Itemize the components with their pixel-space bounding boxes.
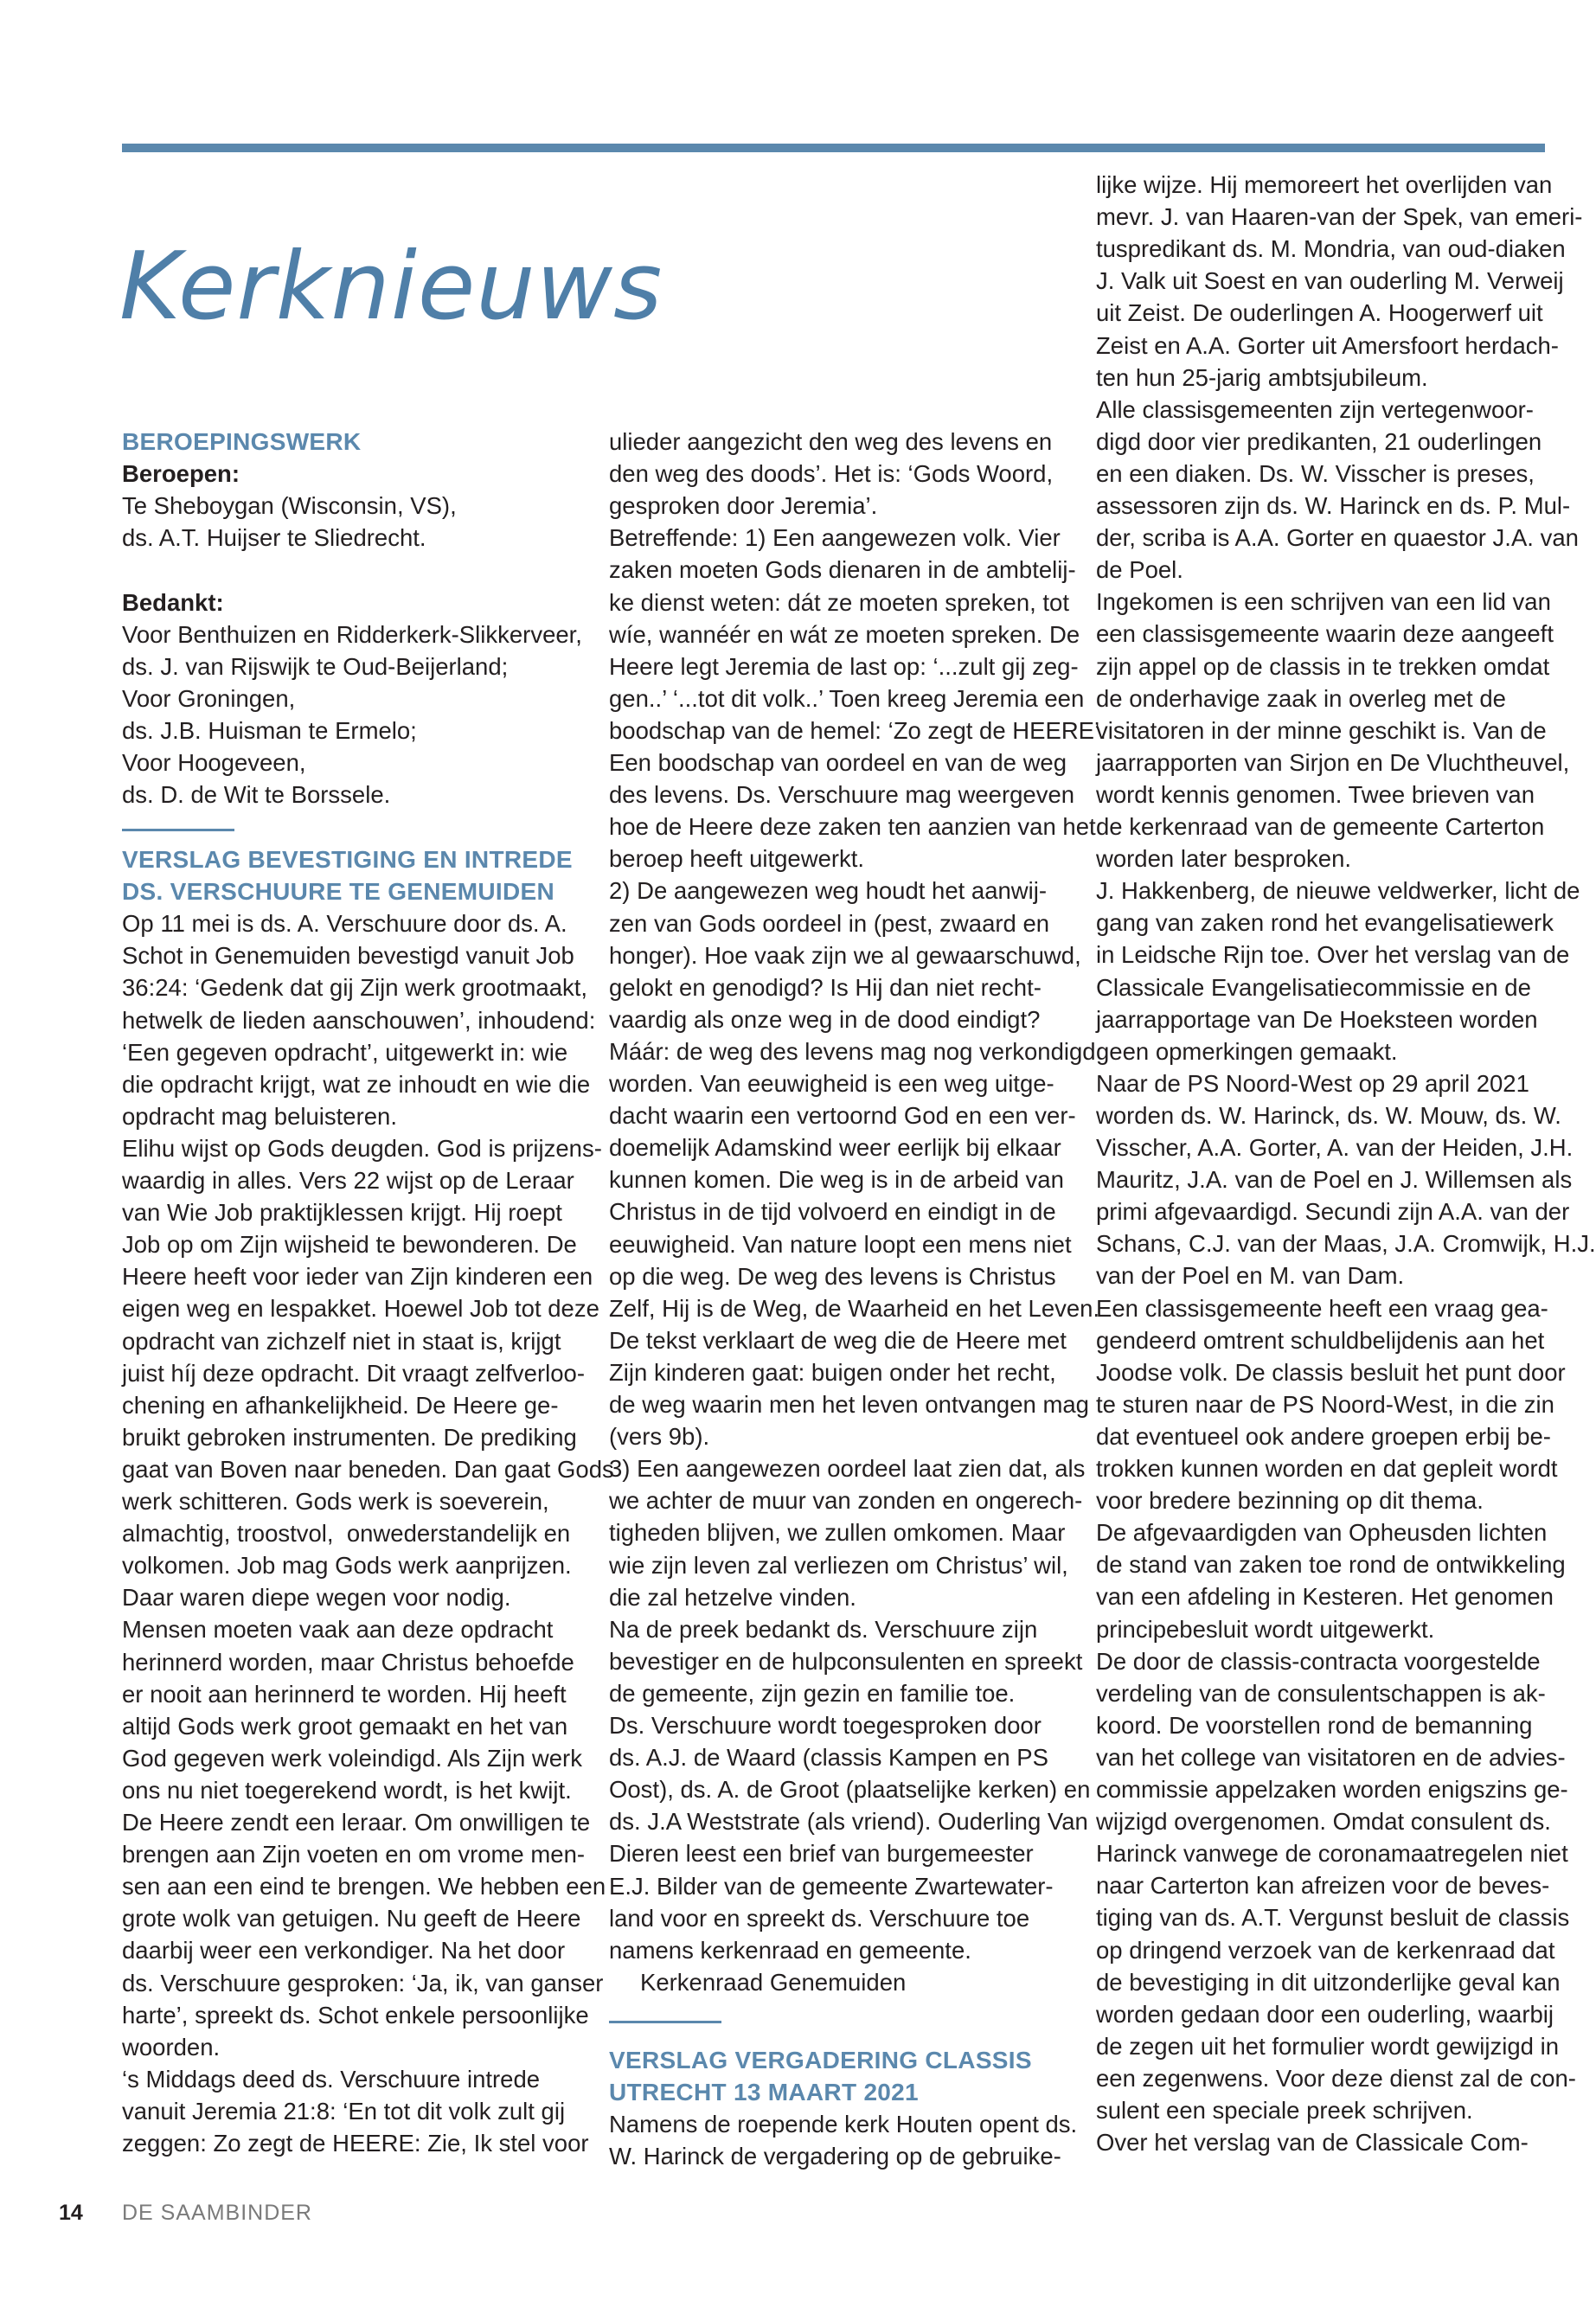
top-rule bbox=[122, 144, 1545, 152]
section-divider bbox=[609, 2021, 721, 2023]
text-line: Máár: de weg des levens mag nog verkondigd bbox=[609, 1037, 1096, 1065]
text-line: 3) Een aangewezen oordeel laat zien dat, als bbox=[609, 1455, 1086, 1483]
text-line: volkomen. Job mag Gods werk aanprijzen. bbox=[122, 1552, 572, 1580]
text-line: Schot in Genemuiden bevestigd vanuit Job bbox=[122, 942, 574, 970]
text-line: assessoren zijn ds. W. Harinck en ds. P. Mul- bbox=[1096, 492, 1571, 519]
text-line: land voor en spreekt ds. Verschuure toe bbox=[609, 1904, 1030, 1932]
page-number: 14 bbox=[59, 2201, 83, 2225]
text-line: herinnerd worden, maar Christus behoefde bbox=[122, 1648, 574, 1676]
text-line: hoe de Heere deze zaken ten aanzien van het bbox=[609, 813, 1096, 841]
text-line: de zegen uit het formulier wordt gewijzigd in bbox=[1096, 2032, 1560, 2060]
text-line: boodschap van de hemel: ‘Zo zegt de HEERE’. bbox=[609, 716, 1106, 744]
text-line: beroep heeft uitgewerkt. bbox=[609, 845, 865, 873]
text-line: we achter de muur van zonden en ongerech- bbox=[609, 1487, 1083, 1515]
text-line: Een classisgemeente heeft een vraag gea- bbox=[1096, 1294, 1548, 1322]
section-heading: VERSLAG VERGADERING CLASSIS bbox=[609, 2047, 1032, 2073]
text-line: jaarrapporten van Sirjon en De Vluchtheuvel, bbox=[1096, 748, 1570, 776]
text-line: Naar de PS Noord-West op 29 april 2021 bbox=[1096, 1069, 1529, 1097]
text-line: Visscher, A.A. Gorter, A. van der Heiden, J.H. bbox=[1096, 1134, 1574, 1161]
text-line: de weg waarin men het leven ontvangen mag bbox=[609, 1391, 1089, 1418]
text-line: sulent een speciale preek schrijven. bbox=[1096, 2097, 1473, 2124]
text-line: gang van zaken rond het evangelisatiewerk bbox=[1096, 909, 1554, 937]
text-line: commissie appelzaken worden enigszins ge- bbox=[1096, 1776, 1568, 1803]
text-line: J. Valk uit Soest en van ouderling M. Verweij bbox=[1096, 267, 1564, 295]
text-line: ‘Een gegeven opdracht’, uitgewerkt in: wie bbox=[122, 1038, 568, 1066]
text-line: primi afgevaardigd. Secundi zijn A.A. van der bbox=[1096, 1198, 1570, 1226]
text-line: wijzigd overgenomen. Omdat consulent ds. bbox=[1096, 1808, 1551, 1836]
text-line: Namens de roepende kerk Houten opent ds. bbox=[609, 2111, 1078, 2138]
text-line: tiging van ds. A.T. Vergunst besluit de classis bbox=[1096, 1904, 1570, 1932]
text-line: Zeist en A.A. Gorter uit Amersfoort herdach- bbox=[1096, 331, 1559, 359]
text-line: De afgevaardigden van Opheusden lichten bbox=[1096, 1519, 1548, 1547]
text-line: zen van Gods oordeel in (pest, zwaard en bbox=[609, 909, 1050, 937]
text-line: J. Hakkenberg, de nieuwe veldwerker, licht de bbox=[1096, 877, 1580, 905]
text-line: vaardig als onze weg in de dood eindigt? bbox=[609, 1005, 1041, 1033]
text-line: Zelf, Hij is de Weg, de Waarheid en het Leven. bbox=[609, 1294, 1100, 1322]
text-line: der, scriba is A.A. Gorter en quaestor J.A. van bbox=[1096, 524, 1579, 552]
text-line: de gemeente, zijn gezin en familie toe. bbox=[609, 1679, 1016, 1707]
text-line: ds. D. de Wit te Borssele. bbox=[122, 781, 391, 809]
text-line: Voor Hoogeveen, bbox=[122, 749, 306, 776]
text-line: zaken moeten Gods dienaren in de ambtelij- bbox=[609, 556, 1076, 584]
text-line: principebesluit wordt uitgewerkt. bbox=[1096, 1615, 1435, 1643]
text-line: E.J. Bilder van de gemeente Zwartewater- bbox=[609, 1872, 1054, 1900]
subheading: Bedankt: bbox=[122, 588, 224, 616]
text-line: te sturen naar de PS Noord-West, in die zin bbox=[1096, 1390, 1554, 1418]
text-line: Joodse volk. De classis besluit het punt door bbox=[1096, 1358, 1566, 1386]
text-line: Dieren leest een brief van burgemeester bbox=[609, 1840, 1034, 1868]
text-line: Ingekomen is een schrijven van een lid van bbox=[1096, 588, 1551, 616]
text-line: harte’, spreekt ds. Schot enkele persoonlijke bbox=[122, 2001, 589, 2029]
text-line: Te Sheboygan (Wisconsin, VS), bbox=[122, 492, 457, 520]
text-line: naar Carterton kan afreizen voor de beves- bbox=[1096, 1872, 1550, 1900]
text-line: opdracht van zichzelf niet in staat is, krijgt bbox=[122, 1327, 561, 1355]
magazine-name: DE SAAMBINDER bbox=[122, 2201, 312, 2225]
text-line: (vers 9b). bbox=[609, 1423, 710, 1451]
text-line: gaat van Boven naar beneden. Dan gaat Gods bbox=[122, 1455, 614, 1483]
text-line: Na de preek bedankt ds. Verschuure zijn bbox=[609, 1615, 1038, 1643]
text-line: Daar waren diepe wegen voor nodig. bbox=[122, 1584, 511, 1612]
text-line: Elihu wijst op Gods deugden. God is prijzens- bbox=[122, 1134, 602, 1162]
text-line: ds. Verschuure gesproken: ‘Ja, ik, van ganser bbox=[122, 1969, 604, 1997]
text-line: eigen weg en lespakket. Hoewel Job tot deze bbox=[122, 1295, 599, 1323]
text-line: visitatoren in der minne geschikt is. Van de bbox=[1096, 716, 1547, 744]
text-line: Ds. Verschuure wordt toegesproken door bbox=[609, 1712, 1042, 1739]
text-line: Een boodschap van oordeel en van de weg bbox=[609, 749, 1067, 776]
text-line: wordt kennis genomen. Twee brieven van bbox=[1096, 780, 1535, 808]
text-line: dacht waarin een vertoornd God en een ver- bbox=[609, 1102, 1076, 1130]
text-line: trokken kunnen worden en dat gepleit wordt bbox=[1096, 1455, 1558, 1482]
text-line: 36:24: ‘Gedenk dat gij Zijn werk grootmaakt, bbox=[122, 974, 588, 1002]
text-line: van Wie Job praktijklessen krijgt. Hij roept bbox=[122, 1199, 562, 1227]
text-line: worden gedaan door een ouderling, waarbij bbox=[1096, 2000, 1554, 2028]
text-line: zeggen: Zo zegt de HEERE: Zie, Ik stel voor bbox=[122, 2130, 589, 2157]
text-line: worden. Van eeuwigheid is een weg uitge- bbox=[609, 1070, 1054, 1097]
text-line: honger). Hoe vaak zijn we al gewaarschuwd, bbox=[609, 941, 1081, 969]
text-line: in Leidsche Rijn toe. Over het verslag van de bbox=[1096, 941, 1570, 969]
text-line: wie zijn leven zal verliezen om Christus’ wil, bbox=[609, 1551, 1068, 1579]
text-line: een zegenwens. Voor deze dienst zal de con- bbox=[1096, 2064, 1576, 2092]
text-line: lijke wijze. Hij memoreert het overlijden van bbox=[1096, 171, 1553, 198]
text-line: Mauritz, J.A. van de Poel en J. Willemsen als bbox=[1096, 1166, 1573, 1194]
text-line: 2) De aangewezen weg houdt het aanwij- bbox=[609, 877, 1048, 905]
text-line: daarbij weer een verkondiger. Na het door bbox=[122, 1937, 566, 1965]
text-line: Betreffende: 1) Een aangewezen volk. Vier bbox=[609, 524, 1061, 552]
text-line: ds. A.J. de Waard (classis Kampen en PS bbox=[609, 1744, 1048, 1772]
page-title: Kerknieuws bbox=[119, 233, 663, 341]
text-line: ds. J. van Rijswijk te Oud-Beijerland; bbox=[122, 652, 509, 680]
text-line: God gegeven werk voleindigd. Als Zijn werk bbox=[122, 1744, 582, 1772]
text-line: Harinck vanwege de coronamaatregelen niet bbox=[1096, 1840, 1568, 1868]
text-line: brengen aan Zijn voeten en om vrome men- bbox=[122, 1841, 586, 1868]
text-line: gen..’ ‘...tot dit volk..’ Toen kreeg Jeremia een bbox=[609, 684, 1085, 712]
text-line: chening en afhankelijkheid. De Heere ge- bbox=[122, 1391, 559, 1419]
text-line: tigheden blijven, we zullen omkomen. Maar bbox=[609, 1519, 1066, 1547]
text-line: Op 11 mei is ds. A. Verschuure door ds. A. bbox=[122, 910, 567, 938]
text-line: Heere legt Jeremia de last op: ‘...zult gij zeg- bbox=[609, 652, 1079, 680]
text-line: Schans, C.J. van der Maas, J.A. Cromwijk, H.J. bbox=[1096, 1230, 1596, 1258]
section-heading: UTRECHT 13 MAART 2021 bbox=[609, 2079, 919, 2106]
text-line: almachtig, troostvol, onwederstandelijk en bbox=[122, 1520, 571, 1548]
text-line: Voor Groningen, bbox=[122, 684, 296, 712]
text-line: doemelijk Adamskind weer eerlijk bij elkaar bbox=[609, 1134, 1061, 1162]
text-line: bevestiger en de hulpconsulenten en spreekt bbox=[609, 1647, 1083, 1675]
text-line: bruikt gebroken instrumenten. De prediking bbox=[122, 1423, 577, 1451]
text-line: Alle classisgemeenten zijn vertegenwoor- bbox=[1096, 395, 1534, 423]
text-line: op dringend verzoek van de kerkenraad dat bbox=[1096, 1936, 1555, 1964]
text-line: ons nu niet toegerekend wordt, is het kwijt. bbox=[122, 1776, 572, 1804]
text-line: De tekst verklaart de weg die de Heere met bbox=[609, 1326, 1067, 1354]
text-line: Job op om Zijn wijsheid te bewonderen. De bbox=[122, 1231, 577, 1259]
text-line: sen aan een eind te brengen. We hebben een bbox=[122, 1873, 606, 1900]
text-line: voor bredere bezinning op dit thema. bbox=[1096, 1487, 1484, 1515]
section-divider bbox=[122, 829, 234, 831]
text-line: uit Zeist. De ouderlingen A. Hoogerwerf uit bbox=[1096, 299, 1543, 327]
text-line: gendeerd omtrent schuldbelijdenis aan het bbox=[1096, 1326, 1545, 1354]
text-line: Oost), ds. A. de Groot (plaatselijke kerken) en bbox=[609, 1776, 1091, 1804]
text-line: ds. J.A Weststrate (als vriend). Ouderling Van bbox=[609, 1808, 1088, 1836]
text-line: Zijn kinderen gaat: buigen onder het recht, bbox=[609, 1358, 1056, 1386]
text-line: hetwelk de lieden aanschouwen’, inhoudend: bbox=[122, 1006, 596, 1034]
text-line: De door de classis-contracta voorgestelde bbox=[1096, 1647, 1541, 1675]
text-line: jaarrapportage van De Hoeksteen worden bbox=[1096, 1005, 1538, 1033]
text-line: Christus in de tijd volvoerd en eindigt in de bbox=[609, 1198, 1056, 1226]
text-line: ds. A.T. Huijser te Sliedrecht. bbox=[122, 524, 426, 552]
text-line: vanuit Jeremia 21:8: ‘En tot dit volk zult gij bbox=[122, 2097, 566, 2125]
text-line: op die weg. De weg des levens is Christus bbox=[609, 1262, 1056, 1290]
text-line: juist híj deze opdracht. Dit vraagt zelfverloo- bbox=[122, 1359, 585, 1387]
text-line: kunnen komen. Die weg is in de arbeid van bbox=[609, 1166, 1064, 1194]
text-line: opdracht mag beluisteren. bbox=[122, 1102, 397, 1130]
text-line: De Heere zendt een leraar. Om onwilligen te bbox=[122, 1809, 591, 1836]
text-line: den weg des doods’. Het is: ‘Gods Woord, bbox=[609, 460, 1054, 488]
text-line: een classisgemeente waarin deze aangeeft bbox=[1096, 620, 1554, 648]
text-line: W. Harinck de vergadering op de gebruike- bbox=[609, 2143, 1061, 2170]
text-line: Classicale Evangelisatiecommissie en de bbox=[1096, 973, 1531, 1001]
text-line: ke dienst weten: dát ze moeten spreken, tot bbox=[609, 588, 1069, 616]
text-line: Heere heeft voor ieder van Zijn kinderen een bbox=[122, 1263, 593, 1291]
text-line: de bevestiging in dit uitzonderlijke geval kan bbox=[1096, 1968, 1561, 1996]
text-line: des levens. Ds. Verschuure mag weergeven bbox=[609, 781, 1075, 809]
section-heading: VERSLAG BEVESTIGING EN INTREDE bbox=[122, 846, 573, 873]
text-line: grote wolk van getuigen. Nu geeft de Heere bbox=[122, 1905, 581, 1932]
text-line: van het college van visitatoren en de advies- bbox=[1096, 1743, 1566, 1771]
text-line: eeuwigheid. Van nature loopt een mens niet bbox=[609, 1230, 1072, 1258]
text-line: van een afdeling in Kesteren. Het genomen bbox=[1096, 1583, 1554, 1611]
text-line: ds. J.B. Huisman te Ermelo; bbox=[122, 716, 417, 744]
text-line: de Poel. bbox=[1096, 556, 1183, 584]
text-line: die zal hetzelve vinden. bbox=[609, 1583, 856, 1611]
text-line: de kerkenraad van de gemeente Carterton bbox=[1096, 813, 1545, 840]
text-line: mevr. J. van Haaren-van der Spek, van emeri- bbox=[1096, 203, 1583, 231]
text-line: Voor Benthuizen en Ridderkerk-Slikkerveer, bbox=[122, 620, 582, 648]
text-line: tuspredikant ds. M. Mondria, van oud-diaken bbox=[1096, 235, 1566, 263]
signature: Kerkenraad Genemuiden bbox=[640, 1968, 907, 1996]
text-line: ulieder aangezicht den weg des levens en bbox=[609, 428, 1053, 455]
text-line: ‘s Middags deed ds. Verschuure intrede bbox=[122, 2065, 541, 2093]
subheading: Beroepen: bbox=[122, 460, 240, 488]
text-line: koord. De voorstellen rond de bemanning bbox=[1096, 1711, 1533, 1739]
text-line: wíe, wannéér en wát ze moeten spreken. De bbox=[609, 620, 1080, 648]
text-line: Over het verslag van de Classicale Com- bbox=[1096, 2129, 1529, 2157]
text-line: zijn appel op de classis in te trekken omdat bbox=[1096, 652, 1550, 680]
text-line: digd door vier predikanten, 21 ouderlingen bbox=[1096, 427, 1542, 455]
section-heading: DS. VERSCHUURE TE GENEMUIDEN bbox=[122, 878, 555, 906]
text-line: waardig in alles. Vers 22 wijst op de Leraar bbox=[122, 1167, 574, 1194]
text-line: worden ds. W. Harinck, ds. W. Mouw, ds. W. bbox=[1096, 1101, 1561, 1129]
text-line: van der Poel en M. van Dam. bbox=[1096, 1262, 1405, 1290]
text-line: worden later besproken. bbox=[1096, 845, 1352, 873]
text-line: ten hun 25-jarig ambtsjubileum. bbox=[1096, 363, 1428, 391]
text-line: namens kerkenraad en gemeente. bbox=[609, 1936, 971, 1964]
text-line: er nooit aan herinnerd te worden. Hij heeft bbox=[122, 1680, 567, 1708]
text-line: gesproken door Jeremia’. bbox=[609, 492, 878, 520]
text-line: woorden. bbox=[122, 2033, 221, 2061]
text-line: de stand van zaken toe rond de ontwikkeling bbox=[1096, 1551, 1566, 1579]
text-line: Mensen moeten vaak aan deze opdracht bbox=[122, 1616, 554, 1644]
section-heading: BEROEPINGSWERK bbox=[122, 428, 362, 455]
text-line: dat eventueel ook andere groepen erbij be- bbox=[1096, 1422, 1551, 1450]
text-line: werk schitteren. Gods werk is soeverein, bbox=[122, 1488, 549, 1515]
text-line: die opdracht krijgt, wat ze inhoudt en wie die bbox=[122, 1070, 591, 1098]
text-line: geen opmerkingen gemaakt. bbox=[1096, 1037, 1398, 1065]
text-line: verdeling van de consulentschappen is ak- bbox=[1096, 1679, 1546, 1707]
text-line: de onderhavige zaak in overleg met de bbox=[1096, 684, 1506, 712]
text-line: en een diaken. Ds. W. Visscher is preses, bbox=[1096, 459, 1535, 487]
text-line: gelokt en genodigd? Is Hij dan niet recht- bbox=[609, 973, 1042, 1001]
text-line: altijd Gods werk groot gemaakt en het van bbox=[122, 1712, 568, 1740]
